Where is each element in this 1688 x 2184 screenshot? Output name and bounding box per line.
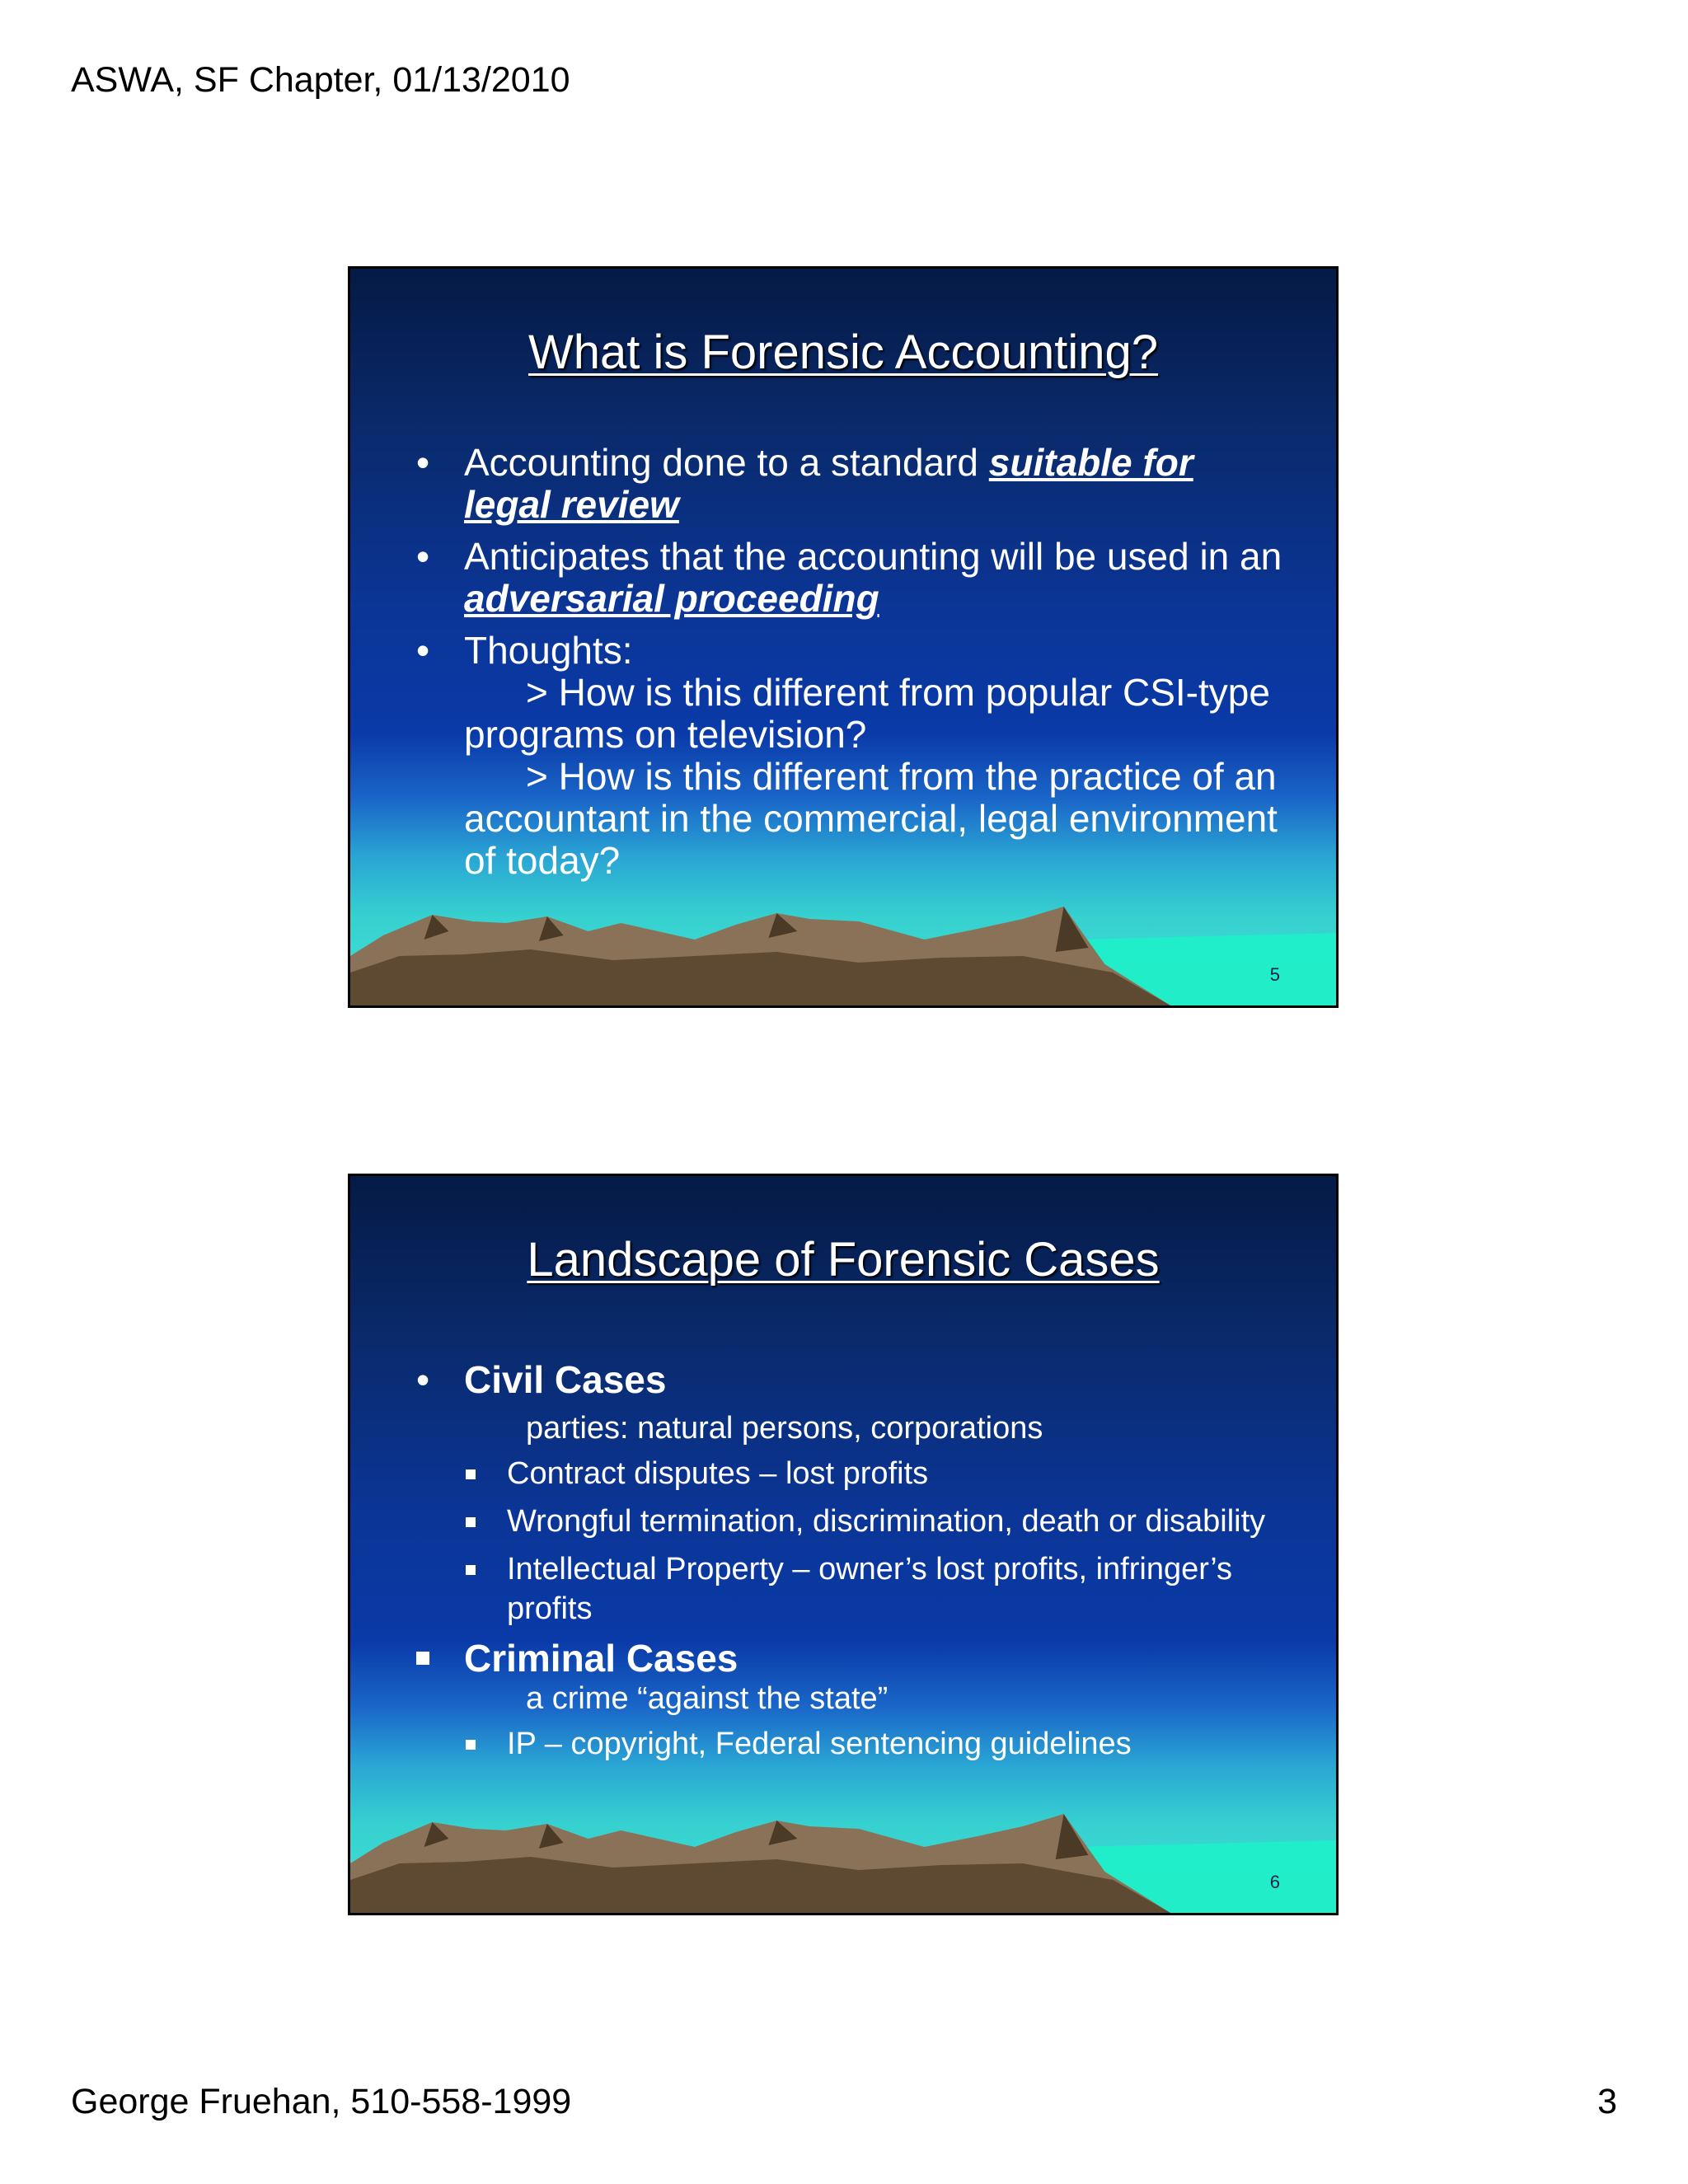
- thought-line: > How is this different from popular CSI-type: [526, 671, 1270, 714]
- slide-number: 6: [1269, 1872, 1280, 1892]
- bullet-dot-icon: •: [415, 535, 430, 578]
- bullet-dot-icon: •: [415, 441, 430, 484]
- slide-title: Landscape of Forensic Cases: [527, 1233, 1160, 1286]
- page-number: 3: [1597, 2082, 1617, 2121]
- list-item-text: Contract disputes – lost profits: [507, 1456, 929, 1491]
- thought-continuation: accountant in the commercial, legal environment of today?: [464, 797, 1278, 882]
- page-footer: George Fruehan, 510-558-1999: [71, 2082, 572, 2121]
- square-bullet-icon: [466, 1565, 476, 1575]
- list-item: [406, 1454, 1287, 1493]
- bullet-item: [406, 442, 1287, 526]
- slide-what-is-forensic-accounting: [348, 266, 1339, 1008]
- list-item: [406, 1549, 1287, 1629]
- page-header: ASWA, SF Chapter, 01/13/2010: [71, 60, 570, 100]
- bullet-text: Anticipates that the accounting will be used in an: [464, 535, 1282, 578]
- slide-title: What is Forensic Accounting?: [528, 326, 1159, 379]
- heading-text: Criminal Cases: [464, 1637, 738, 1680]
- slide-body: [406, 1353, 1287, 1772]
- heading-text: Civil Cases: [464, 1358, 667, 1401]
- bullet-text: Accounting done to a standard: [464, 441, 989, 484]
- thought-line: > How is this different from the practice of an: [526, 755, 1277, 798]
- slide-body: [406, 442, 1287, 892]
- square-bullet-icon: [466, 1740, 476, 1750]
- list-item: [406, 1724, 1287, 1764]
- bullet-dot-icon: •: [415, 1358, 430, 1401]
- mountain-landscape-icon: [350, 907, 1336, 1005]
- square-bullet-icon: [466, 1469, 476, 1479]
- slide-number: 5: [1269, 964, 1280, 985]
- square-bullet-icon: [416, 1652, 429, 1665]
- bullet-dot-icon: •: [415, 629, 430, 672]
- list-item-text: Wrongful termination, discrimination, death or disability: [507, 1504, 1266, 1539]
- civil-note: parties: natural persons, corporations: [526, 1411, 1043, 1446]
- bullet-emphasis: adversarial proceeding: [464, 577, 879, 620]
- square-bullet-icon: [466, 1517, 476, 1527]
- list-item-text: IP – copyright, Federal sentencing guidelines: [507, 1727, 1132, 1761]
- criminal-note: a crime “against the state”: [526, 1681, 889, 1716]
- slide-landscape-of-forensic-cases: [348, 1174, 1339, 1915]
- bullet-item: [406, 536, 1287, 620]
- list-item: [406, 1502, 1287, 1541]
- civil-cases-heading: [406, 1358, 1287, 1401]
- thought-continuation: programs on television?: [464, 713, 867, 756]
- list-item-text: Intellectual Property – owner’s lost profits, infringer’s profits: [507, 1552, 1233, 1626]
- bullet-emphasis: suitable for legal review: [464, 441, 1193, 526]
- mountain-landscape-icon: [350, 1814, 1336, 1913]
- bullet-text: Thoughts:: [464, 629, 633, 672]
- criminal-cases-heading: [406, 1637, 1287, 1680]
- bullet-item: [406, 630, 1287, 882]
